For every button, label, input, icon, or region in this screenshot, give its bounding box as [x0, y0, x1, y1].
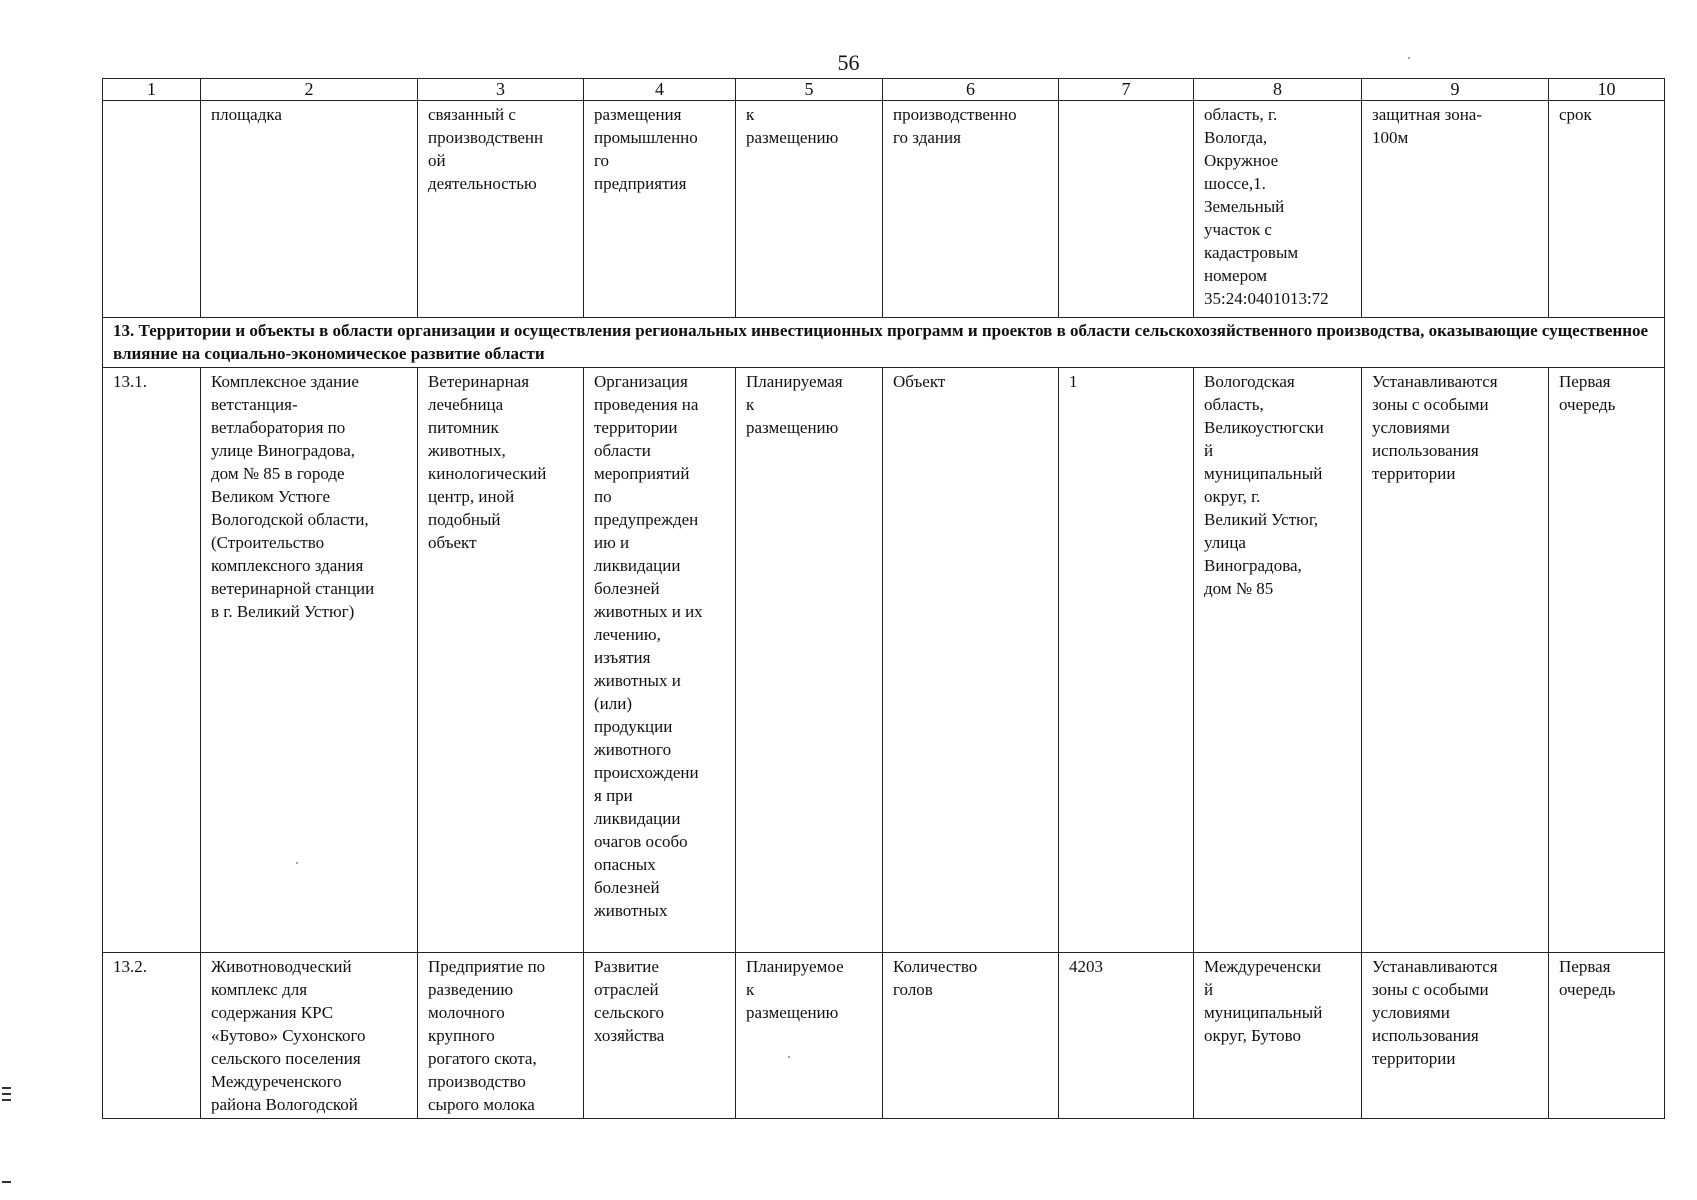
column-number: 7 — [1059, 79, 1194, 101]
column-number: 4 — [584, 79, 736, 101]
page-number: 56 — [837, 50, 860, 75]
table-cell: Первая очередь — [1549, 368, 1665, 953]
table-cell: 13.2. — [103, 953, 201, 1119]
section-title: 13. Территории и объекты в области организации и осуществления региональных инвестиционных программ и проектов в области сельскохозяйственного производства, оказывающие существенное влияние на социально-экономическое развитие области — [103, 318, 1665, 368]
column-number: 8 — [1194, 79, 1362, 101]
scan-speck — [296, 862, 298, 864]
table-row — [103, 953, 1665, 1119]
table-cell: 4203 — [1059, 953, 1194, 1119]
table-cell: Устанавливаются зоны с особыми условиями использования территории — [1362, 953, 1549, 1119]
table-cell: Междуреченски й муниципальный округ, Бутово — [1194, 953, 1362, 1119]
table-cell: Устанавливаются зоны с особыми условиями использования территории — [1362, 368, 1549, 953]
binding-mark — [2, 1181, 11, 1183]
table-cell: Объект — [883, 368, 1059, 953]
scan-speck — [788, 1056, 790, 1058]
column-number-row — [103, 79, 1665, 101]
column-number: 10 — [1549, 79, 1665, 101]
table-cell: область, г. Вологда, Окружное шоссе,1. Земельный участок с кадастровым номером 35:24:0401013:72 — [1194, 101, 1362, 318]
table-cell: срок — [1549, 101, 1665, 318]
table-cell: Предприятие по разведению молочного крупного рогатого скота, производство сырого молока — [418, 953, 584, 1119]
table-cell: к размещению — [736, 101, 883, 318]
section-row — [103, 318, 1665, 368]
scan-speck — [1408, 57, 1410, 59]
column-number: 9 — [1362, 79, 1549, 101]
table-row — [103, 101, 1665, 318]
column-number: 3 — [418, 79, 584, 101]
table-cell: Организация проведения на территории области мероприятий по предупрежден ию и ликвидации болезней животных и их лечению, изъятия животных и (или) продукции животного происхождени я при ликвидации очагов особо опасных болезней животных — [584, 368, 736, 953]
column-number: 5 — [736, 79, 883, 101]
table-row — [103, 368, 1665, 953]
table-cell — [103, 101, 201, 318]
table-cell: размещения промышленно го предприятия — [584, 101, 736, 318]
table-cell — [1059, 101, 1194, 318]
table-cell: Вологодская область, Великоустюгски й муниципальный округ, г. Великий Устюг, улица Виноградова, дом № 85 — [1194, 368, 1362, 953]
table-cell: 13.1. — [103, 368, 201, 953]
binding-mark — [2, 1099, 11, 1101]
table-cell: Количество голов — [883, 953, 1059, 1119]
table-cell: связанный с производственн ой деятельностью — [418, 101, 584, 318]
table-cell: 1 — [1059, 368, 1194, 953]
table-cell: площадка — [201, 101, 418, 318]
binding-mark — [2, 1087, 11, 1089]
table-cell: Планируемая к размещению — [736, 368, 883, 953]
planning-table — [102, 78, 1665, 1119]
table-cell: Развитие отраслей сельского хозяйства — [584, 953, 736, 1119]
table-cell: Первая очередь — [1549, 953, 1665, 1119]
table-cell: защитная зона- 100м — [1362, 101, 1549, 318]
column-number: 6 — [883, 79, 1059, 101]
column-number: 2 — [201, 79, 418, 101]
column-number: 1 — [103, 79, 201, 101]
table-cell: Ветеринарная лечебница питомник животных, кинологический центр, иной подобный объект — [418, 368, 584, 953]
table-cell: Планируемое к размещению — [736, 953, 883, 1119]
table-cell: Животноводческий комплекс для содержания КРС «Бутово» Сухонского сельского поселения Междуреченского района Вологодской — [201, 953, 418, 1119]
binding-mark — [2, 1093, 11, 1095]
table-cell: Комплексное здание ветстанция- ветлаборатория по улице Виноградова, дом № 85 в городе Великом Устюге Вологодской области, (Строительство комплексного здания ветеринарной станции в г. Великий Устюг) — [201, 368, 418, 953]
table-cell: производственно го здания — [883, 101, 1059, 318]
